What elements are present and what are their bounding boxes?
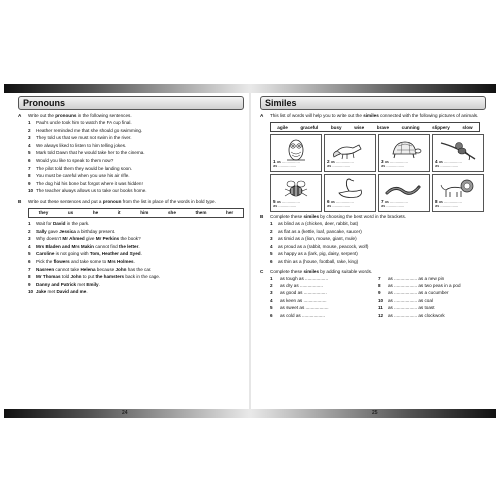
section-b-instruction: B Write out these sentences and put a pronoun from the list in place of the words in bold type. (18, 198, 216, 204)
simile-word: brave (376, 124, 390, 130)
tortoise-icon (385, 137, 423, 161)
picture-cell: 3 as ................ as ................ (378, 134, 430, 172)
list-item: 9 The dog hid his bone but forgot where it was hidden! (28, 180, 143, 186)
list-item: 6 Would you like to speak to them now? (28, 157, 114, 163)
right-page (260, 96, 486, 406)
list-item: 2 Sally gave Jessica a birthday present. (28, 228, 116, 234)
top-bar (4, 84, 496, 93)
list-item: 5 Caroline is not going with Tom, Heather and Syed. (28, 251, 142, 257)
fill-in-item: 5 as sweet as .................. (270, 305, 329, 311)
list-item: 1 Paul's uncle took him to watch the FA cup final. (28, 120, 132, 125)
page-number-right: 25 (372, 410, 378, 416)
fill-in-item: 9 as .................. as a cucumber (378, 290, 449, 296)
animal-picture-grid (270, 134, 484, 212)
list-item: 6 as thin as a (house, football, rake, king) (270, 258, 359, 264)
picture-cell: 2 as ................ as ................ (324, 134, 376, 172)
workbook-spread (4, 84, 496, 418)
section-c-instruction: C Complete these similes by adding suitable words. (260, 268, 373, 274)
section-b-instruction: B Complete these similes by choosing the best word in the brackets. (260, 214, 407, 219)
fox-icon (331, 137, 369, 161)
page-number-left: 24 (122, 410, 128, 416)
list-item: 7 Nasreen cannot take Helena because John has the car. (28, 266, 152, 272)
monkey-icon (439, 137, 477, 161)
picture-cell: 8 as ................ as ................ (432, 174, 484, 212)
fill-in-item: 10 as .................. as coal (378, 297, 433, 303)
list-item: 1 Wait for David in the park. (28, 220, 90, 226)
pronoun-word: them (195, 210, 207, 216)
list-item: 10 The teacher always allows us to take our books home. (28, 188, 147, 194)
fill-in-item: 3 as good as .................. (270, 290, 327, 296)
list-item: 2 Heather reminded me that she should go swimming. (28, 127, 143, 133)
fill-in-item: 7 as .................. as a new pin (378, 275, 445, 281)
list-item: 3 Why doesn't Mr Ahmed give Mr Perkins the book? (28, 236, 141, 242)
page-title: Pronouns (18, 96, 244, 110)
page-title: Similes (260, 96, 486, 110)
list-item: 4 We always liked to listen to him telling jokes. (28, 142, 127, 148)
list-item: 8 You must be careful when you use his air rifle. (28, 173, 130, 179)
fill-in-item: 4 as keen as .................. (270, 297, 327, 303)
simile-word: slow (462, 124, 473, 130)
simile-word: graceful (300, 124, 319, 130)
picture-cell: 4 as ................ as ................ (432, 134, 484, 172)
fill-in-item: 11 as .................. as toast (378, 305, 435, 311)
eel-icon (385, 177, 423, 201)
book-spine (249, 93, 251, 409)
list-item: 3 as timid as a (lion, mouse, giant, mule) (270, 236, 357, 242)
pronoun-word: her (226, 210, 234, 216)
fill-in-item: 6 as cold as .................. (270, 312, 325, 318)
simile-word: slippery (432, 124, 450, 130)
picture-cell: 6 as ................ as ................ (324, 174, 376, 212)
fill-in-item: 8 as .................. as two peas in a pod (378, 282, 461, 288)
section-b-list (270, 220, 486, 266)
section-c-grid (270, 275, 486, 319)
list-item: 7 The pilot told them they would be landing soon. (28, 165, 133, 171)
section-a-instruction: A This list of words will help you to write out the similes connected with the following pictures of animals. (260, 113, 479, 118)
list-item: 5 Mark told Dawn that he would take her to the cinema. (28, 150, 145, 156)
simile-word-box (270, 122, 480, 132)
picture-cell: 1 as ................ as ................ (270, 134, 322, 172)
simile-word: busy (330, 124, 342, 130)
left-page (18, 96, 244, 406)
simile-word: wise (354, 124, 365, 130)
list-item: 5 as happy as a (lark, pig, daisy, serpent) (270, 251, 358, 257)
pronoun-word: it (117, 210, 121, 216)
pronoun-word: she (167, 210, 176, 216)
bee-icon (277, 177, 315, 201)
list-item: 4 as proud as a (rabbit, mouse, peacock, wolf) (270, 243, 369, 249)
pronoun-word: they (38, 210, 49, 216)
list-item: 1 as blind as a (chicken, deer, rabbit, bat) (270, 221, 359, 226)
list-item: 6 Pick the flowers and take some to Mrs Holmes. (28, 258, 135, 264)
list-item: 10 Jake met David and me. (28, 289, 88, 295)
section-a-instruction: A Write out the pronouns in the following sentences. (18, 113, 132, 118)
pronoun-word: he (92, 210, 99, 216)
simile-word: cunning (401, 124, 420, 130)
pronoun-word: us (67, 210, 74, 216)
list-item: 2 as flat as a (kettle, loaf, pancake, saucer) (270, 228, 362, 234)
pronoun-word: him (140, 210, 149, 216)
list-item: 4 Mrs Bladen and Mrs Makin cannot find the letter. (28, 243, 140, 249)
simile-word: agile (277, 124, 288, 130)
list-item: 3 They told us that we must not swim in the river. (28, 135, 132, 141)
fill-in-item: 12 as .................. as clockwork (378, 312, 445, 318)
picture-cell: 7 as ................ as ................ (378, 174, 430, 212)
bottom-bar (4, 409, 496, 418)
section-b-list (28, 220, 244, 296)
fill-in-item: 2 as dry as .................. (270, 282, 323, 288)
swan-icon (331, 177, 369, 201)
list-item: 9 Danny and Patrick met Emily. (28, 281, 100, 287)
owl-icon (277, 137, 315, 161)
pronoun-list-box (28, 208, 244, 218)
lion-icon (439, 177, 477, 201)
section-a-list (28, 119, 244, 195)
fill-in-item: 1 as tough as .................. (270, 275, 329, 281)
picture-cell: 5 as ................ as ................ (270, 174, 322, 212)
list-item: 8 Mr Thomas told John to put the hamsters back in the cage. (28, 274, 161, 280)
